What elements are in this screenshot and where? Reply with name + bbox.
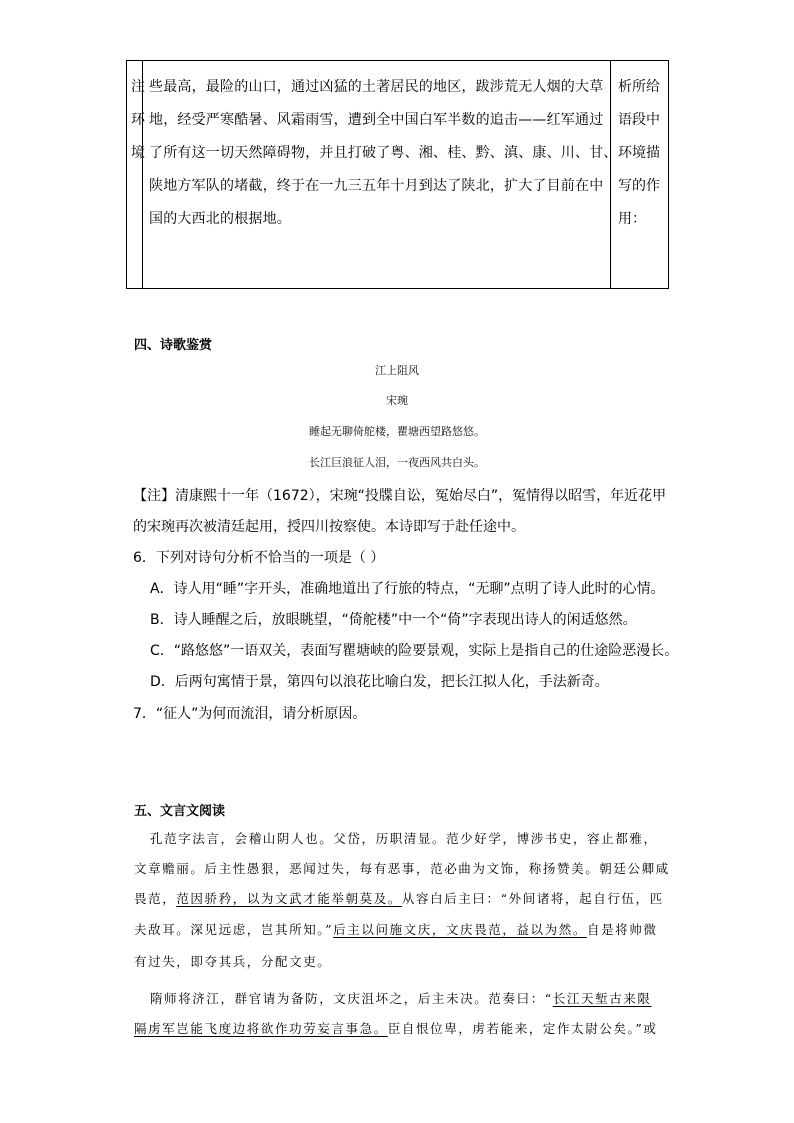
classical-text-line: 孔范字法言，会稽山阴人也。父岱，历职清显。范少好学，博涉书史，容止都雅， [150, 831, 658, 846]
poem-author: 宋琬 [386, 394, 408, 407]
poem-title: 江上阻风 [375, 364, 419, 377]
section5-title: 五、文言文阅读 [134, 804, 226, 819]
table-divider-right [610, 61, 611, 288]
question-7: 7．“征人”为何而流泪，请分析原因。 [133, 706, 367, 722]
classical-text-line [150, 989, 652, 1007]
classical-text-line [134, 920, 657, 938]
classical-text-line: 文章赡丽。后主性愚狠，恶闻过失，每有恶事，范必曲为文饰，称扬赞美。朝廷公卿咸 [134, 861, 670, 876]
option-c: C．“路悠悠”一语双关，表面写瞿塘峡的险要景观，实际上是指自己的仕途险恶漫长。 [150, 643, 679, 659]
poem-line-2: 长江巨浪征人泪，一夜西风共白头。 [309, 456, 485, 469]
classical-segment: 畏范， [134, 891, 177, 906]
table-right-column: 析所给 语段中 环境描 写的作 用： [618, 79, 660, 227]
classical-text-line: 有过失，即夺其兵，分配文吏。 [134, 954, 332, 969]
classical-segment: 从容白后主曰：“外间诸将，起自行伍，匹 [401, 891, 664, 906]
underlined-sentence-3-cont: 隔虏军岂能飞度边将欲作功劳妄言事急。 [134, 1021, 388, 1036]
poem-note-line-2: 的宋琬再次被清廷起用，授四川按察使。本诗即写于赴任途中。 [133, 519, 525, 535]
passage-line: 陕地方军队的堵截，终于在一九三五年十月到达了陕北，扩大了目前在中 [149, 178, 604, 194]
classical-segment: 夫敌耳。深见远虑，岂其所知。” [134, 922, 334, 937]
underlined-sentence-2: 后主以问施文庆，文庆畏范，益以为然。 [333, 922, 587, 937]
passage-line: 些最高，最险的山口，通过凶猛的土著居民的地区，跋涉荒无人烟的大草 [149, 79, 604, 95]
classical-text-line [134, 1019, 657, 1037]
option-a: A．诗人用“睡”字开头，准确地道出了行旅的特点，“无聊”点明了诗人此时的心情。 [150, 581, 665, 597]
passage-line: 了所有这一切天然障碍物，并且打破了粤、湘、桂、黔、滇、康、川、甘、 [149, 145, 618, 161]
question-6: 6．下列对诗句分析不恰当的一项是（ ） [133, 550, 385, 566]
table-left-column: 注 环 境 [131, 79, 145, 161]
poem-line-1: 睡起无聊倚舵楼，瞿塘西望路悠悠。 [309, 425, 485, 438]
classical-segment: 隋师将济江，群官请为备防，文庆沮坏之，后主未决。范奏曰：“ [150, 991, 553, 1006]
classical-segment: 臣自恨位卑，虏若能来，定作太尉公矣。”或 [387, 1021, 658, 1036]
classical-segment: 自是将帅微 [586, 922, 658, 937]
passage-line: 地，经受严寒酷暑、风霜雨雪，遭到全中国白军半数的追击——红军通过 [149, 112, 604, 128]
underlined-sentence-3: 长江天堑古来限 [552, 991, 652, 1006]
classical-text-line [134, 889, 664, 907]
option-d: D．后两句寓情于景，第四句以浪花比喻白发，把长江拟人化，手法新奇。 [150, 674, 609, 690]
poem-note-line-1: 【注】清康熙十一年（1672），宋琬“投牒自讼，冤始尽白”，冤情得以昭雪，年近花甲 [133, 488, 667, 504]
passage-table [126, 60, 669, 289]
section4-title: 四、诗歌鉴赏 [134, 338, 213, 353]
table-passage [149, 71, 618, 236]
underlined-sentence-1: 范因骄矜，以为文武才能举朝莫及。 [176, 891, 402, 906]
option-b: B．诗人睡醒之后，放眼眺望，“倚舵楼”中一个“倚”字表现出诗人的闲适悠然。 [150, 612, 637, 628]
passage-line: 国的大西北的根据地。 [149, 211, 291, 227]
